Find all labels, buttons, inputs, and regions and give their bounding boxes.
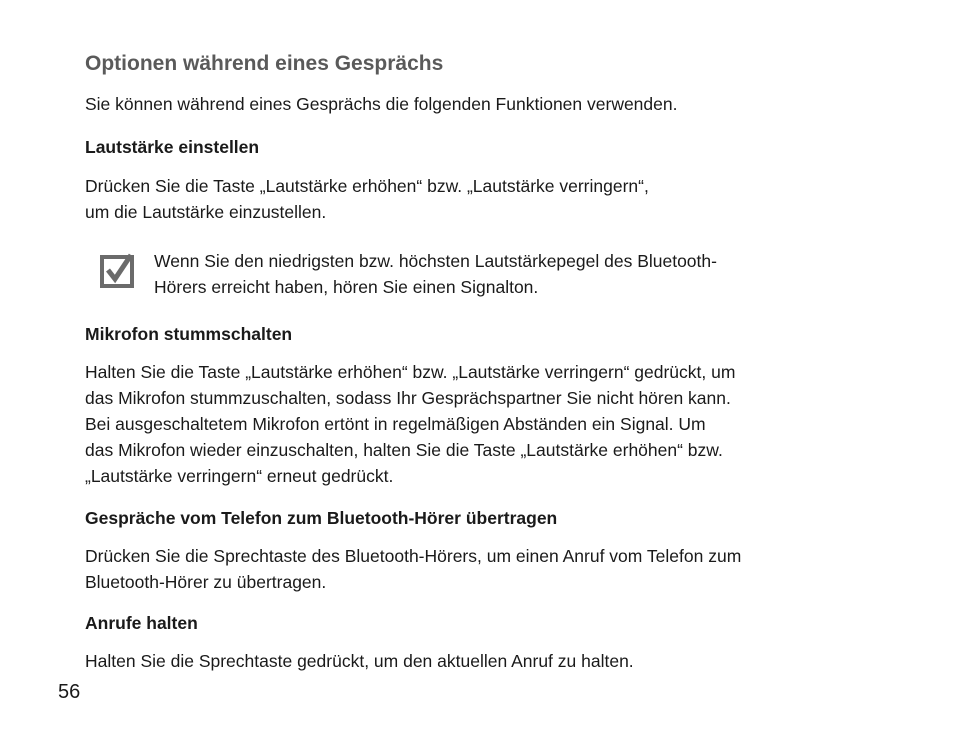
mute-line: das Mikrofon wieder einzuschalten, halten Sie die Taste „Lautstärke erhöhen“ bzw. [85,440,723,460]
volume-line: um die Lautstärke einzustellen. [85,202,327,222]
hold-heading: Anrufe halten [85,613,198,633]
mute-line: Bei ausgeschaltetem Mikrofon ertönt in regelmäßigen Abständen ein Signal. Um [85,414,706,434]
checkbox-check-icon [100,252,136,288]
note-line: Wenn Sie den niedrigsten bzw. höchsten Lautstärkepegel des Bluetooth- [154,251,717,271]
transfer-paragraph [85,543,875,595]
note-line: Hörers erreicht haben, hören Sie einen Signalton. [154,277,539,297]
hold-line: Halten Sie die Sprechtaste gedrückt, um den aktuellen Anruf zu halten. [85,651,634,671]
section-intro: Sie können während eines Gesprächs die folgenden Funktionen verwenden. [85,94,678,114]
transfer-line: Drücken Sie die Sprechtaste des Bluetooth-Hörers, um einen Anruf vom Telefon zum [85,546,742,566]
note-box [85,248,875,308]
mute-line: das Mikrofon stummzuschalten, sodass Ihr Gesprächspartner Sie nicht hören kann. [85,388,731,408]
mute-line: Halten Sie die Taste „Lautstärke erhöhen“ bzw. „Lautstärke verringern“ gedrückt, um [85,362,736,382]
mute-paragraph [85,359,875,489]
volume-line: Drücken Sie die Taste „Lautstärke erhöhen“ bzw. „Lautstärke verringern“, [85,176,649,196]
hold-paragraph [85,648,875,674]
transfer-line: Bluetooth-Hörer zu übertragen. [85,572,327,592]
mute-line: „Lautstärke verringern“ erneut gedrückt. [85,466,394,486]
section-title: Optionen während eines Gesprächs [85,52,444,75]
volume-heading: Lautstärke einstellen [85,137,260,157]
volume-paragraph [85,173,875,225]
transfer-heading: Gespräche vom Telefon zum Bluetooth-Hörer übertragen [85,508,558,528]
note-text [154,248,717,300]
page-number: 56 [58,681,81,703]
mute-heading: Mikrofon stummschalten [85,324,293,344]
